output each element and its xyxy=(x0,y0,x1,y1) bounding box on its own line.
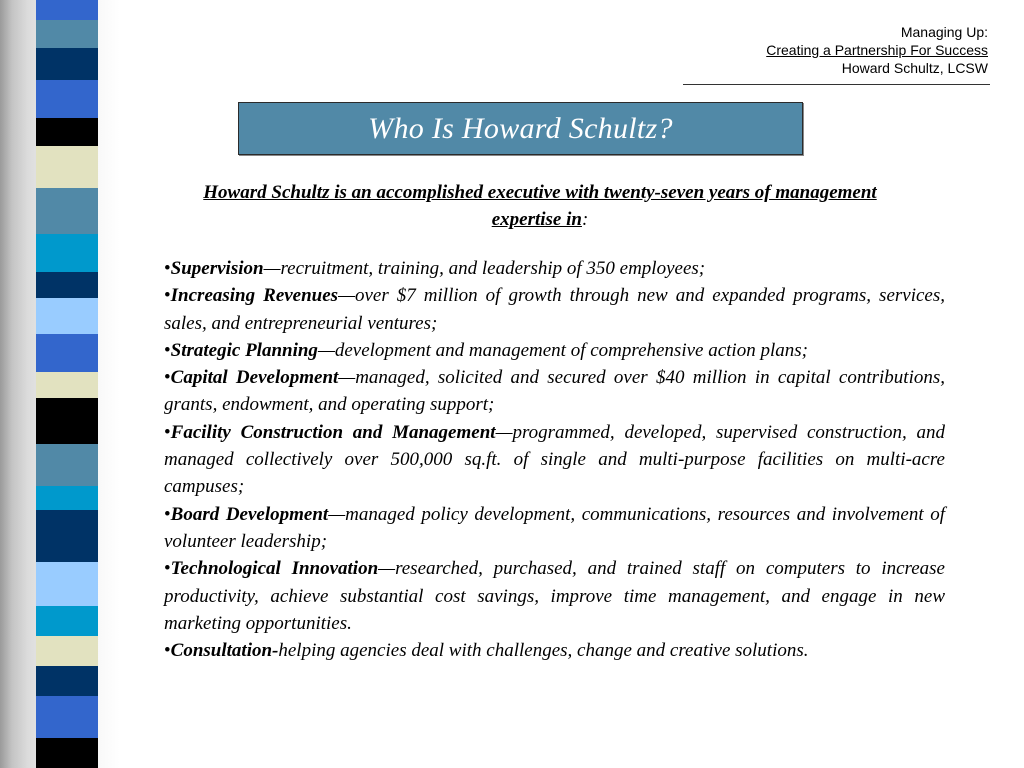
item-description: over $7 million of growth through new and expanded programs, services, sales, and entrepreneurial ventures; xyxy=(164,285,945,334)
item-term: Consultation- xyxy=(170,640,279,662)
bullet-marker: • xyxy=(164,421,171,443)
stripe-block xyxy=(36,188,98,234)
item-separator: — xyxy=(378,558,396,580)
stripe-block xyxy=(36,20,98,48)
list-item xyxy=(164,364,945,419)
stripe-block xyxy=(36,398,98,444)
item-separator: — xyxy=(317,339,335,361)
header-title: Managing Up: xyxy=(900,24,988,40)
item-description: managed, solicited and secured over $40 million in capital contributions, grants, endowment, and operating support; xyxy=(164,367,945,416)
bullet-marker: • xyxy=(164,339,171,361)
list-item xyxy=(164,637,945,664)
intro-colon: : xyxy=(581,209,589,230)
item-separator: — xyxy=(263,258,281,279)
stripe-block xyxy=(36,562,98,606)
stripe-block xyxy=(36,636,98,666)
title-box xyxy=(238,102,803,155)
item-separator: — xyxy=(495,421,513,443)
decorative-stripe xyxy=(36,0,98,768)
list-item xyxy=(164,282,945,337)
header-subtitle: Creating a Partnership For Success xyxy=(766,42,988,58)
stripe-block xyxy=(36,738,98,768)
item-description: managed policy development, communications, resources and involvement of volunteer leadership; xyxy=(164,503,945,552)
bullet-marker: • xyxy=(164,258,171,279)
item-term: Strategic Planning xyxy=(170,339,318,361)
item-term: Increasing Revenues xyxy=(170,285,339,307)
bullet-marker: • xyxy=(164,367,171,389)
item-term: Technological Innovation xyxy=(170,558,379,580)
stripe-block xyxy=(36,0,98,20)
item-separator: — xyxy=(338,285,355,307)
header-divider xyxy=(683,84,990,85)
item-separator: — xyxy=(328,503,346,525)
list-item xyxy=(164,419,945,501)
stripe-block xyxy=(36,80,98,118)
item-description: helping agencies deal with challenges, change and creative solutions. xyxy=(278,640,809,662)
item-separator: — xyxy=(338,367,356,389)
list-item xyxy=(164,337,945,364)
stripe-block xyxy=(36,234,98,272)
bullet-marker: • xyxy=(164,503,171,525)
bullet-marker: • xyxy=(164,285,171,307)
list-item xyxy=(164,255,945,282)
item-term: Board Development xyxy=(170,503,329,525)
stripe-block xyxy=(36,48,98,80)
stripe-block xyxy=(36,696,98,738)
item-term: Facility Construction and Management xyxy=(170,421,496,443)
bullet-marker: • xyxy=(164,640,171,662)
stripe-block xyxy=(36,486,98,510)
item-description: researched, purchased, and trained staff on computers to increase productivity, achieve substantial cost savings, improve time management, and engage in new marketing opportunities. xyxy=(164,558,945,634)
stripe-block xyxy=(36,606,98,636)
item-term: Supervision xyxy=(170,258,264,279)
stripe-block xyxy=(36,372,98,398)
item-term: Capital Development xyxy=(170,367,339,389)
stripe-block xyxy=(36,334,98,372)
intro-text: Howard Schultz is an accomplished executive with twenty-seven years of management expertise in xyxy=(203,182,877,230)
item-description: programmed, developed, supervised construction, and managed collectively over 500,000 sq.ft. of single and multi-purpose facilities on multi-acre campuses; xyxy=(164,421,945,498)
stripe-block xyxy=(36,118,98,146)
header-author: Howard Schultz, LCSW xyxy=(841,60,988,76)
stripe-block xyxy=(36,146,98,188)
expertise-list xyxy=(164,255,945,664)
stripe-block xyxy=(36,444,98,486)
stripe-block xyxy=(36,510,98,562)
item-description: recruitment, training, and leadership of 350 employees; xyxy=(280,258,706,279)
stripe-block xyxy=(36,298,98,334)
list-item xyxy=(164,501,945,556)
slide-title: Who Is Howard Schultz? xyxy=(368,111,673,145)
list-item xyxy=(164,555,945,637)
slide-header xyxy=(588,23,988,77)
item-description: development and management of comprehensive action plans; xyxy=(334,339,808,361)
bullet-marker: • xyxy=(164,558,171,580)
stripe-block xyxy=(36,666,98,696)
intro-paragraph xyxy=(190,179,890,233)
stripe-block xyxy=(36,272,98,298)
